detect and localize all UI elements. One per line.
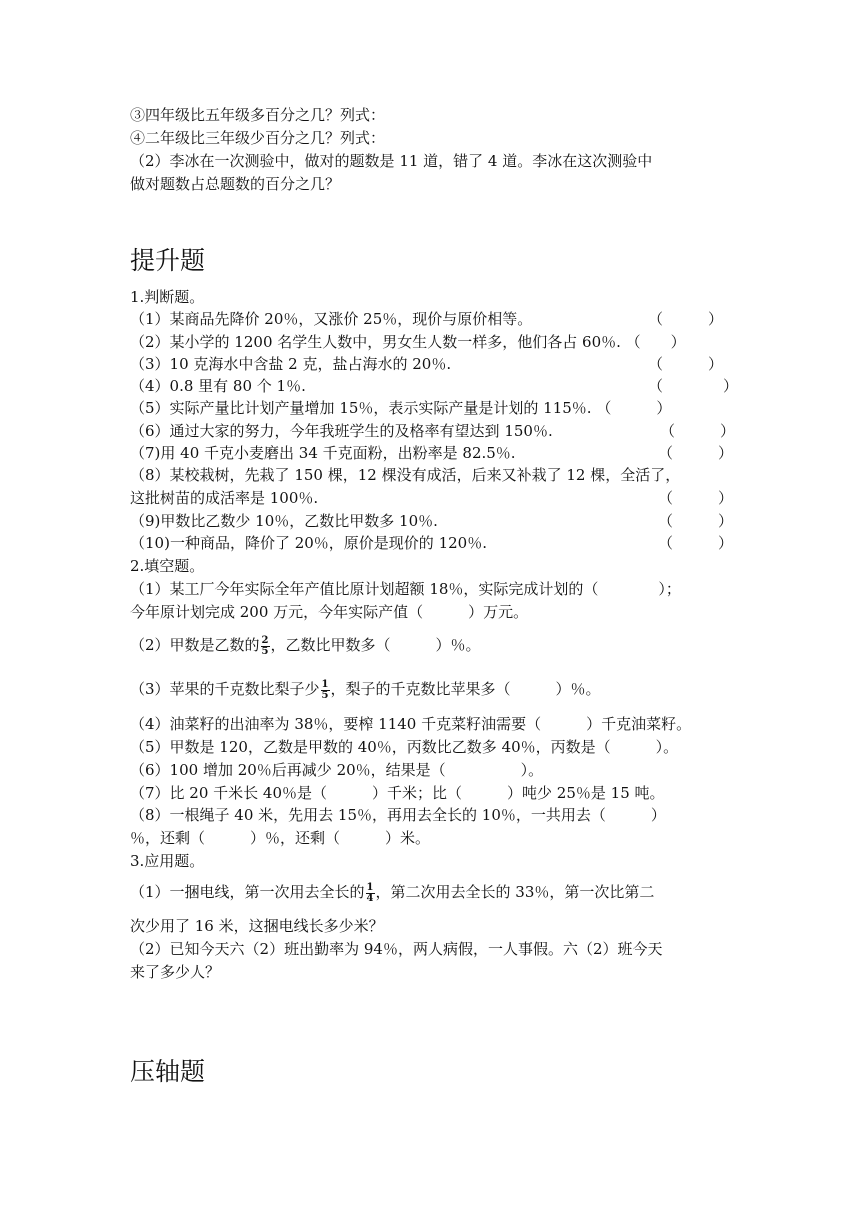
judge-item-text: （1）某商品先降价 20％，又涨价 25％，现价与原价相等。 xyxy=(130,310,533,328)
judge-item xyxy=(130,420,736,442)
fill-7-line: （7）比 20 千米长 40％是（ ）千米；比（ ）吨少 25％是 15 吨。 xyxy=(130,784,665,802)
answer-bracket: （ ） xyxy=(648,310,724,328)
judge-item xyxy=(130,442,734,464)
fill-title: 2.填空题。 xyxy=(130,557,205,575)
judge-item-text: （3）10 克海水中含盐 2 克，盐占海水的 20％. xyxy=(130,355,452,373)
app-2-line-a: （2）已知今天六（2）班出勤率为 94％，两人病假，一人事假。六（2）班今天 xyxy=(130,940,663,958)
judge-item xyxy=(130,397,671,419)
fill-3-text: （3）苹果的千克数比梨子少 xyxy=(130,680,320,698)
fill-3-text-end: ，梨子的千克数比苹果多（ ）％。 xyxy=(330,680,601,698)
judge-item-text: （5）实际产量比计划产量增加 15％，表示实际产量是计划的 115％. xyxy=(130,399,592,417)
answer-bracket: （ ） xyxy=(625,333,686,351)
judge-item-text: （9)甲数比乙数少 10％，乙数比甲数多 10％. xyxy=(130,512,438,530)
section-title-yazhou: 压轴题 xyxy=(130,1057,206,1086)
judge-item-text: 这批树苗的成活率是 100％. xyxy=(130,489,319,507)
judge-item xyxy=(130,510,734,532)
fill-1-line-b: 今年原计划完成 200 万元，今年实际产值（ ）万元。 xyxy=(130,603,529,621)
answer-bracket: （ ） xyxy=(596,399,672,417)
app-1-text-end: ，第二次用去全长的 33％，第一次比第二 xyxy=(375,883,655,901)
judge-item-text: （8）某校栽树，先栽了 150 棵，12 棵没有成活，后来又补栽了 12 棵，全活了， xyxy=(130,466,681,484)
judge-item xyxy=(130,353,724,375)
fraction xyxy=(321,680,330,701)
fill-2-line xyxy=(130,634,481,657)
fill-3-line xyxy=(130,678,601,701)
fill-6-line: （6）100 增加 20％后再减少 20％，结果是（ ）。 xyxy=(130,761,544,779)
section-title-tisheng: 提升题 xyxy=(130,246,206,275)
problem-2-line-b: 做对题数占总题数的百分之几？ xyxy=(130,175,341,193)
judge-item-text: （6）通过大家的努力，今年我班学生的及格率有望达到 150％. xyxy=(130,422,553,440)
judge-item-text: （7)用 40 千克小麦磨出 34 千克面粉，出粉率是 82.5％. xyxy=(130,444,516,462)
fill-2-text-end: ，乙数比甲数多（ ）％。 xyxy=(270,636,481,654)
problem-2-line-a: （2）李冰在一次测验中，做对的题数是 11 道，错了 4 道。李冰在这次测验中 xyxy=(130,152,653,170)
answer-bracket: （ ） xyxy=(658,489,734,507)
answer-bracket: （ ） xyxy=(658,444,734,462)
app-title: 3.应用题。 xyxy=(130,852,205,870)
fraction-denominator: 5 xyxy=(321,689,329,701)
fraction-numerator: 1 xyxy=(366,881,374,893)
fill-4-line: （4）油菜籽的出油率为 38％，要榨 1140 千克菜籽油需要（ ）千克油菜籽。 xyxy=(130,715,692,733)
answer-bracket: （ ） xyxy=(658,534,734,552)
answer-bracket: （ ） xyxy=(648,377,739,395)
judge-item xyxy=(130,331,686,353)
judge-title: 1.判断题。 xyxy=(130,288,205,306)
judge-item-text: （10)一种商品，降价了 20％，原价是现价的 120％. xyxy=(130,534,487,552)
judge-item xyxy=(130,375,739,397)
judge-item-text: （4）0.8 里有 80 个 1％. xyxy=(130,377,306,395)
judge-item xyxy=(130,464,680,486)
judge-item xyxy=(130,487,734,509)
app-2-line-b: 来了多少人？ xyxy=(130,963,221,981)
fraction xyxy=(366,883,375,904)
fill-5-line: （5）甲数是 120，乙数是甲数的 40％，丙数比乙数多 40％，丙数是（ ）。 xyxy=(130,738,679,756)
fill-8-line-b: ％，还剩（ ）％，还剩（ ）米。 xyxy=(130,829,431,847)
app-1-line-b: 次少用了 16 米，这捆电线长多少米？ xyxy=(130,917,384,935)
fraction-numerator: 2 xyxy=(261,634,269,646)
fill-1-line-a: （1）某工厂今年实际全年产值比原计划超额 18％，实际完成计划的（ ）； xyxy=(130,580,681,598)
judge-item xyxy=(130,308,724,330)
answer-bracket: （ ） xyxy=(658,512,734,530)
fill-2-text: （2）甲数是乙数的 xyxy=(130,636,260,654)
question-3-line: ③四年级比五年级多百分之几？列式： xyxy=(130,106,386,124)
app-1-line-a xyxy=(130,881,654,904)
fill-8-line-a: （8）一根绳子 40 米，先用去 15％，再用去全长的 10％，一共用去（ ） xyxy=(130,806,666,824)
fraction-denominator: 5 xyxy=(261,645,269,657)
fraction-numerator: 1 xyxy=(321,678,329,690)
fraction xyxy=(261,636,270,657)
answer-bracket: （ ） xyxy=(648,355,724,373)
fraction-denominator: 4 xyxy=(366,892,374,904)
question-4-line: ④二年级比三年级少百分之几？列式： xyxy=(130,129,386,147)
answer-bracket: （ ） xyxy=(660,422,736,440)
app-1-text: （1）一捆电线，第一次用去全长的 xyxy=(130,883,365,901)
judge-item xyxy=(130,532,734,554)
judge-item-text: （2）某小学的 1200 名学生人数中，男女生人数一样多，他们各占 60％. xyxy=(130,333,621,351)
